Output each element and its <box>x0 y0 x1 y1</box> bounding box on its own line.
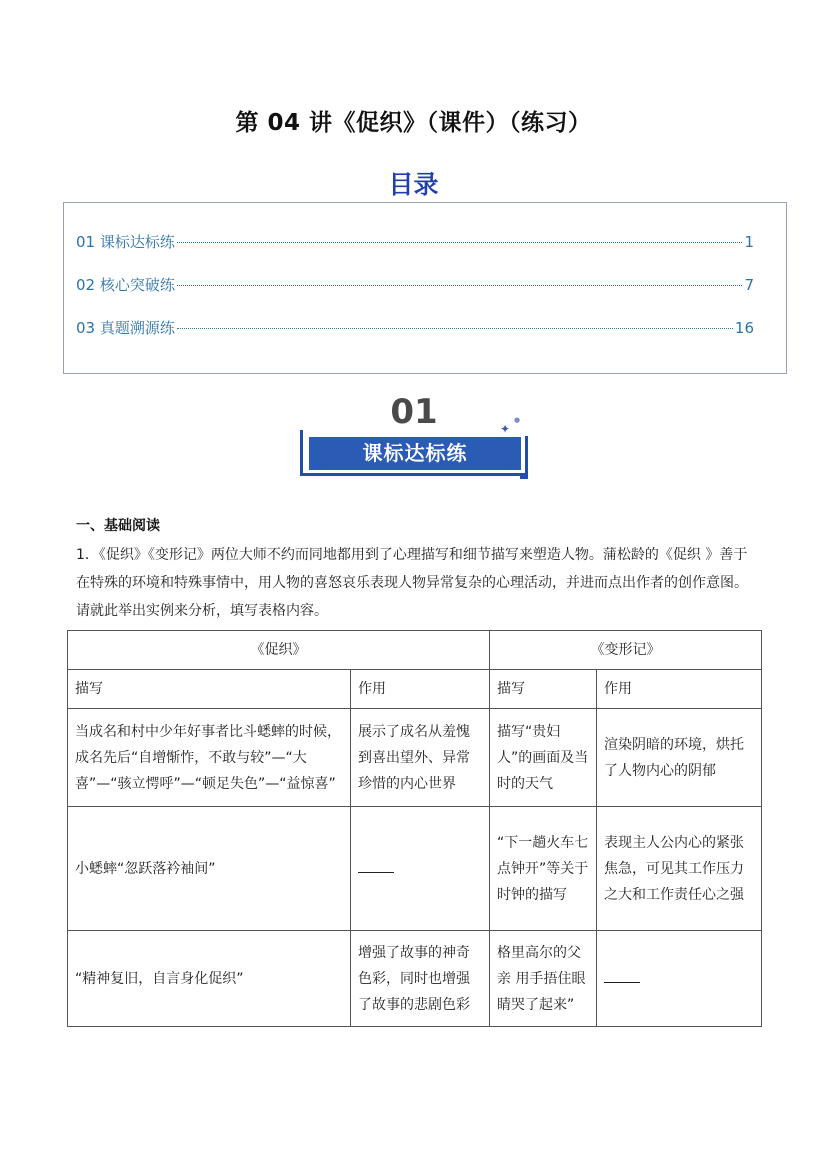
toc-leader <box>177 242 743 243</box>
page-title: 第 04 讲《促织》（课件）（练习） <box>235 110 592 136</box>
table-group-header <box>68 631 762 670</box>
table-cell: 渲染阴暗的环境，烘托了人物内心的阴郁 <box>597 709 762 807</box>
table-row <box>68 709 762 807</box>
answer-blank-cell[interactable] <box>597 931 762 1027</box>
table-cell: 格里高尔的父亲 用手捂住眼睛哭了起来” <box>490 931 597 1027</box>
table-of-contents <box>63 202 787 374</box>
toc-item[interactable] <box>76 274 754 295</box>
sparkle-dot-icon: ● <box>514 416 521 424</box>
comparison-table <box>67 630 762 1027</box>
group-header-cuzhi: 《促织》 <box>68 631 490 670</box>
column-header-effect: 作用 <box>351 670 490 709</box>
question-text: 1．《促织》《变形记》两位大师不约而同地都用到了心理描写和细节描写来塑造人物。蒲松龄的《促织 》善于在特殊的环境和特殊事情中，用人物的喜怒哀乐表现人物异常复杂的心理活动，并进而点出作者的创作意图。请就此举出实例来分析，填写表格内容。 <box>76 547 748 619</box>
toc-item-label: 03 真题溯源练 <box>76 319 175 337</box>
table-cell: 表现主人公内心的紧张焦急，可见其工作压力之大和工作责任心之强 <box>597 807 762 931</box>
table-row <box>68 807 762 931</box>
table-cell: 描写“贵妇人”的画面及当时的天气 <box>490 709 597 807</box>
table-cell: 增强了故事的神奇色彩，同时也增强了故事的悲剧色彩 <box>351 931 490 1027</box>
answer-blank-cell[interactable] <box>351 807 490 931</box>
answer-blank[interactable] <box>358 864 394 873</box>
toc-item-page: 1 <box>744 233 754 251</box>
sparkle-icon: ✦ <box>500 422 511 436</box>
toc-item-page: 7 <box>744 276 754 294</box>
toc-leader <box>177 285 743 286</box>
section-number: 01 <box>390 392 438 432</box>
table-row <box>68 931 762 1027</box>
toc-leader <box>177 328 733 329</box>
section-label: 课标达标练 <box>309 437 521 470</box>
toc-item-page: 16 <box>734 319 754 337</box>
toc-item-label: 02 核心突破练 <box>76 276 175 294</box>
answer-blank[interactable] <box>604 974 640 983</box>
toc-item[interactable] <box>76 231 754 252</box>
badge-frame-corner <box>520 436 528 479</box>
section-badge <box>300 392 530 487</box>
table-cell: 当成名和村中少年好事者比斗蟋蟀的时候，成名先后“自增惭怍，不敢与较”—“大喜”—“骇立愕呼”—“顿足失色”—“益惊喜” <box>68 709 351 807</box>
toc-item-label: 01 课标达标练 <box>76 233 175 251</box>
section-heading: 一、基础阅读 <box>76 518 160 534</box>
table-cell: 展示了成名从羞愧到喜出望外、异常珍惜的内心世界 <box>351 709 490 807</box>
group-header-bianxingji: 《变形记》 <box>490 631 762 670</box>
column-header-describe: 描写 <box>68 670 351 709</box>
table-cell: “下一趟火车七点钟开”等关于时钟的描写 <box>490 807 597 931</box>
toc-item[interactable] <box>76 317 754 338</box>
table-cell: 小蟋蟀“忽跃落衿袖间” <box>68 807 351 931</box>
table-column-header <box>68 670 762 709</box>
column-header-effect: 作用 <box>597 670 762 709</box>
toc-heading: 目录 <box>388 170 439 199</box>
table-cell: “精神复旧，自言身化促织” <box>68 931 351 1027</box>
column-header-describe: 描写 <box>490 670 597 709</box>
